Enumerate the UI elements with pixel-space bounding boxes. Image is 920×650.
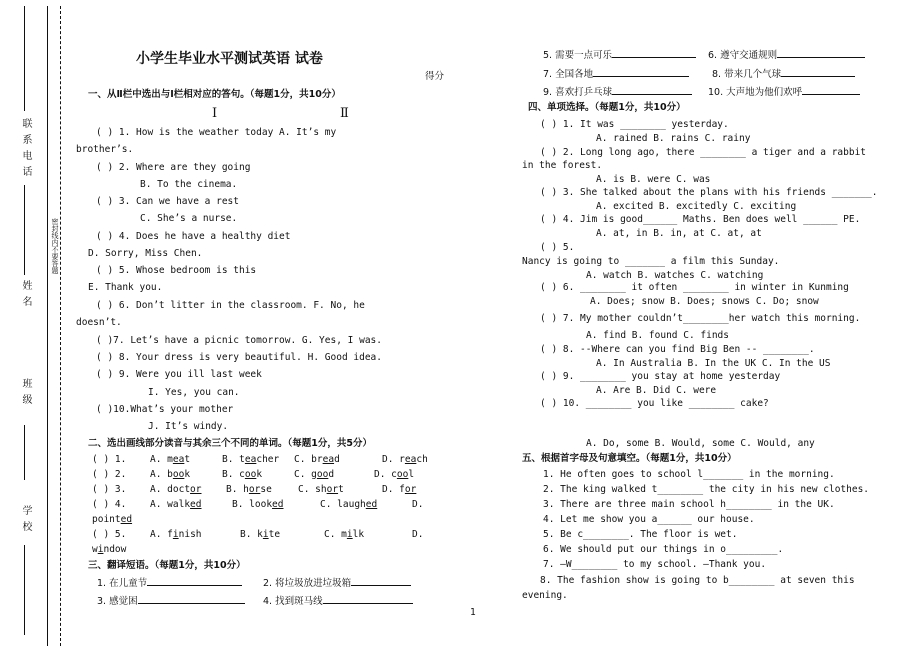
score-label: 得分 (425, 71, 445, 82)
page-number: 1 (470, 607, 476, 618)
mc-question: ( ) 1. It was ________ yesterday. (540, 119, 729, 130)
mc-options: A. is B. were C. was (596, 174, 711, 185)
mc-options: A. rained B. rains C. rainy (596, 133, 751, 144)
s1-line: ( ) 2. Where are they going (96, 162, 251, 173)
column-2-label: Ⅱ (340, 106, 349, 121)
s1-line: ( ) 3. Can we have a rest (96, 196, 239, 207)
contact-field[interactable] (24, 6, 25, 111)
phonics-row: ( ) 2. A. book B. cook C. good D. cool (92, 469, 415, 480)
mc-question: ( ) 4. Jim is good______ Maths. Ben does well ______ PE. (540, 214, 861, 225)
seal-line (60, 6, 61, 646)
answer-blank[interactable] (781, 66, 855, 77)
s1-line: J. It’s windy. (148, 421, 229, 432)
s1-line: ( ) 1. How is the weather today A. It’s my (96, 127, 337, 138)
s1-line: brother’s. (76, 144, 134, 155)
school-label: 学校 (20, 505, 31, 537)
column-1-label: Ⅰ (212, 106, 218, 121)
fill-question: 2. The king walked t________ the city in his new clothes. (543, 484, 870, 495)
mc-question: ( ) 5. (540, 242, 575, 253)
school-field[interactable] (24, 545, 25, 635)
answer-blank[interactable] (802, 84, 860, 95)
s1-line: ( )10.What’s your mother (96, 404, 234, 415)
fill-question: 1. He often goes to school l_______ in the morning. (543, 469, 835, 480)
s1-line: ( ) 4. Does he have a healthy diet (96, 231, 291, 242)
name-label: 姓名 (20, 280, 31, 312)
section2-heading: 二、选出画线部分读音与其余三个不同的单词。（每题1分，共5分） (88, 438, 372, 449)
fill-question: 6. We should put our things in o_________. (543, 544, 784, 555)
name-field[interactable] (24, 185, 25, 275)
translation-item: 2. 将垃圾放进垃圾箱 (263, 575, 411, 590)
mc-question: ( ) 2. Long long ago, there ________ a tiger and a rabbit (540, 147, 867, 158)
exam-title: 小学生毕业水平测试英语 试卷 (136, 51, 323, 67)
s1-line: C. She’s a nurse. (140, 213, 238, 224)
contact-label: 联系电话 (20, 118, 31, 182)
phonics-row: ( ) 5. A. finish B. kite C. milk D. (92, 529, 424, 540)
s1-line: D. Sorry, Miss Chen. (88, 248, 203, 259)
section4-heading: 四、单项选择。（每题1分，共10分） (528, 102, 686, 113)
class-field[interactable] (24, 425, 25, 480)
translation-item: 8. 带来几个气球 (712, 66, 855, 81)
mc-question: Nancy is going to _______ a film this Sunday. (522, 256, 780, 267)
mc-question: ( ) 3. She talked about the plans with his friends _______. (540, 187, 878, 198)
translation-item: 5. 需要一点可乐 (543, 47, 696, 62)
answer-blank[interactable] (323, 593, 413, 604)
s1-line: ( ) 8. Your dress is very beautiful. H. Good idea. (96, 352, 382, 363)
translation-item: 4. 找到斑马线 (263, 593, 413, 608)
s1-line: doesn’t. (76, 317, 122, 328)
translation-item: 3. 感觉困 (97, 593, 245, 608)
mc-options: A. at, in B. in, at C. at, at (596, 228, 762, 239)
phonics-wrap: pointed (92, 514, 133, 525)
mc-options: A. watch B. watches C. watching (586, 270, 764, 281)
mc-options: A. find B. found C. finds (586, 330, 729, 341)
seal-note: 密封线内不要答题 (51, 218, 59, 274)
fill-question: 3. There are three main school h________ in the UK. (543, 499, 835, 510)
answer-blank[interactable] (138, 593, 245, 604)
translation-item: 10. 大声地为他们欢呼 (708, 84, 860, 99)
s1-line: ( )7. Let’s have a picnic tomorrow. G. Yes, I was. (96, 335, 382, 346)
s1-line: ( ) 9. Were you ill last week (96, 369, 262, 380)
phonics-row: ( ) 1. A. meat B. teacher C. bread D. reach (92, 454, 428, 465)
fill-question: 5. Be c________. The floor is wet. (543, 529, 738, 540)
section5-heading: 五、根据首字母及句意填空。（每题1分，共10分） (522, 453, 737, 464)
mc-options: A. Are B. Did C. were (596, 385, 717, 396)
translation-item: 9. 喜欢打乒乓球 (543, 84, 692, 99)
mc-question: ( ) 6. ________ it often ________ in winter in Kunming (540, 282, 849, 293)
fill-question: 4. Let me show you a______ our house. (543, 514, 755, 525)
s1-line: ( ) 6. Don’t litter in the classroom. F. No, he (96, 300, 365, 311)
section3-heading: 三、翻译短语。（每题1分，共10分） (88, 560, 246, 571)
fill-question: 8. The fashion show is going to b________ at seven this (540, 575, 855, 586)
s1-line: I. Yes, you can. (148, 387, 240, 398)
mc-options: A. In Australia B. In the UK C. In the US (596, 358, 831, 369)
answer-blank[interactable] (593, 66, 689, 77)
mc-question: ( ) 7. My mother couldn’t________her watch this morning. (540, 313, 861, 324)
mc-options: A. Do, some B. Would, some C. Would, any (586, 438, 815, 449)
answer-blank[interactable] (351, 575, 411, 586)
phonics-wrap: window (92, 544, 127, 555)
translation-item: 7. 全国各地 (543, 66, 689, 81)
mc-options: A. excited B. excitedly C. exciting (596, 201, 797, 212)
fill-question: 7. —W________ to my school. –Thank you. (543, 559, 767, 570)
margin-rule (47, 6, 48, 646)
mc-question: in the forest. (522, 160, 603, 171)
translation-item: 6. 遵守交通规则 (708, 47, 865, 62)
section1-heading: 一、从Ⅱ栏中选出与Ⅰ栏相对应的答句。（每题1分，共10分） (88, 89, 341, 100)
mc-question: ( ) 9. ________ you stay at home yesterday (540, 371, 781, 382)
mc-options: A. Does; snow B. Does; snows C. Do; snow (590, 296, 819, 307)
phonics-row: ( ) 3. A. doctor B. horse C. short D. for (92, 484, 417, 495)
s1-line: E. Thank you. (88, 282, 163, 293)
answer-blank[interactable] (777, 47, 865, 58)
s1-line: B. To the cinema. (140, 179, 238, 190)
mc-question: ( ) 8. --Where can you find Big Ben -- ________. (540, 344, 815, 355)
fill-question: evening. (522, 590, 568, 601)
class-label: 班级 (20, 378, 31, 410)
phonics-row: ( ) 4. A. walked B. looked C. laughed D. (92, 499, 424, 510)
translation-item: 1. 在儿童节 (97, 575, 242, 590)
answer-blank[interactable] (612, 84, 692, 95)
s1-line: ( ) 5. Whose bedroom is this (96, 265, 257, 276)
mc-question: ( ) 10. ________ you like ________ cake? (540, 398, 769, 409)
answer-blank[interactable] (147, 575, 242, 586)
answer-blank[interactable] (612, 47, 696, 58)
